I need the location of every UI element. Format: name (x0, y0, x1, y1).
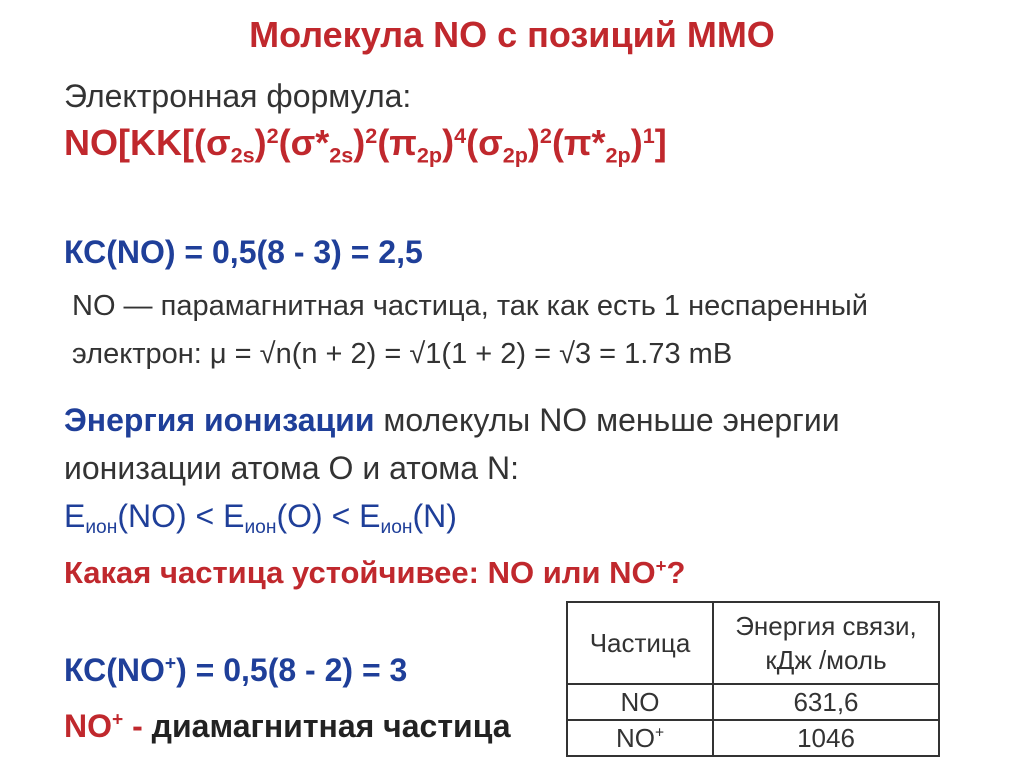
ionization-inequality: $E_{ион}(NO) < E_{ион}(O) < E_{ион}(N)$ (64, 498, 457, 538)
energy-cell: 631,6 (713, 684, 939, 720)
ionization-energy-heading: Энергия ионизации (64, 402, 375, 438)
bond-order-no-plus: КС(NO+) = 0,5(8 - 2) = 3 (64, 652, 408, 688)
no-plus-species: NO+ - (64, 708, 152, 744)
bond-energy-table (566, 601, 940, 757)
header-bond-energy: Энергия связи, кДж /моль (713, 602, 939, 684)
electron-formula: $NO[KK[(\sigma_{2s})^2(\sigma*_{2s})^2(\pi_{2p})^4(\sigma_{2p})^2(\pi*_{2p})^1]$ (64, 122, 667, 168)
formula-label: Электронная формула: (64, 78, 412, 114)
particle-cell: NO+ (567, 720, 713, 756)
header-particle: Частица (567, 602, 713, 684)
paramagnetic-note (72, 282, 868, 378)
table-row (567, 684, 939, 720)
diamagnetic-note: NO+ - диамагнитная частица (64, 708, 511, 744)
paramagnetic-line-1: NO — парамагнитная частица, так как есть 1 неспаренный (72, 290, 868, 322)
bond-order-no: КС(NO) = 0,5(8 - 3) = 2,5 (64, 234, 423, 270)
ionization-energy-line-1: молекулы NO меньше энергии (374, 402, 840, 438)
ionization-energy-text (64, 396, 840, 552)
stability-question: Какая частица устойчивее: NO или NO+? (64, 555, 686, 591)
paramagnetic-line-2: электрон: μ = √n(n + 2) = √1(1 + 2) = √3 = 1.73 mB (72, 338, 733, 370)
particle-cell: NO (567, 684, 713, 720)
slide-title: Молекула NO с позиций ММО (249, 14, 775, 55)
table-header-row (567, 602, 939, 684)
energy-cell: 1046 (713, 720, 939, 756)
table-row (567, 720, 939, 756)
ionization-energy-line-2: ионизации атома O и атома N: (64, 450, 519, 486)
